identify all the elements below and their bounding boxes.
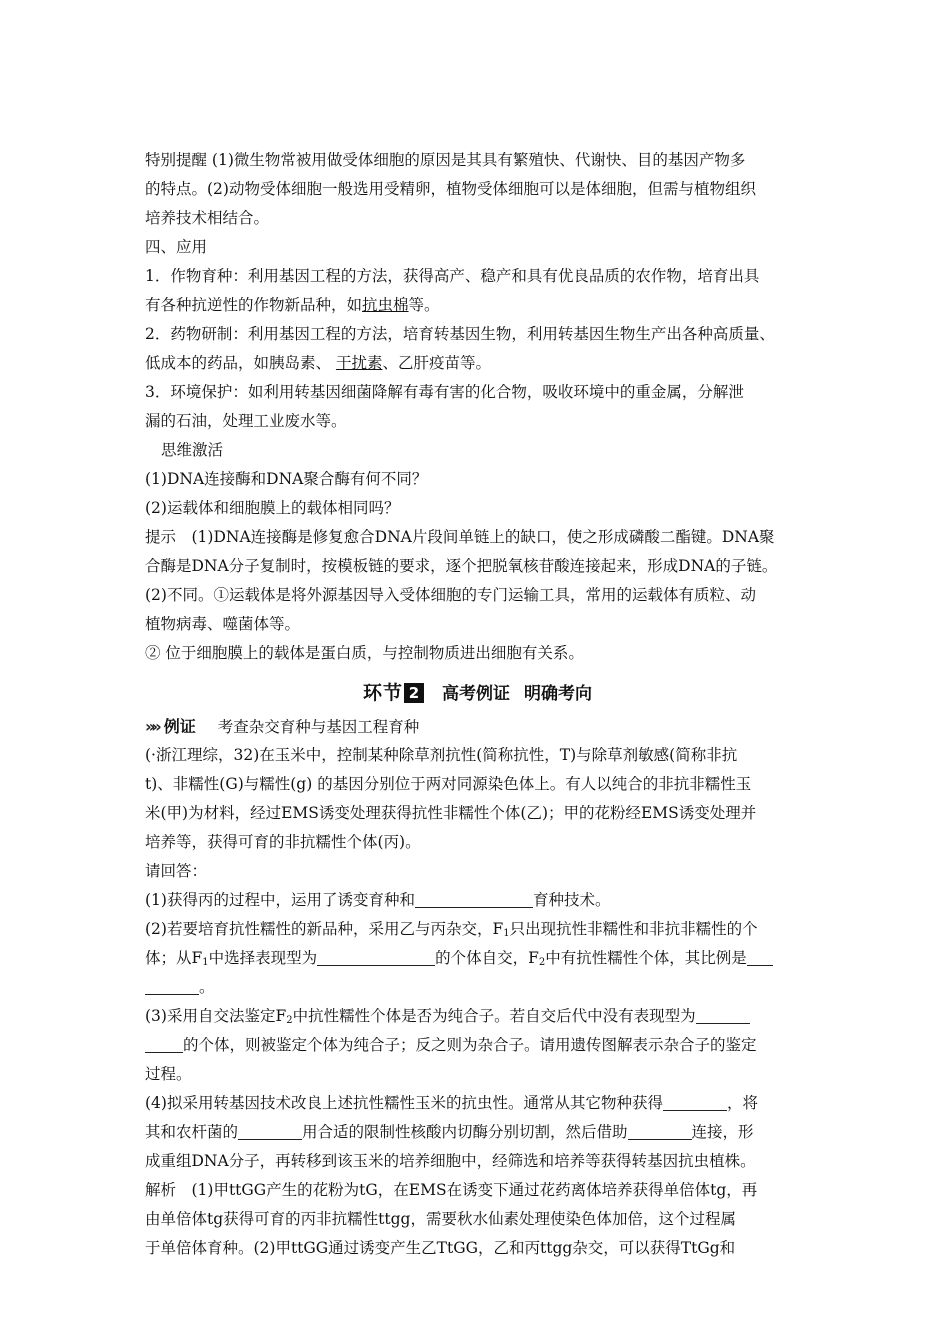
example-tag: 例证 bbox=[163, 717, 196, 736]
section-heading-applications: 四、应用 bbox=[145, 238, 208, 256]
question-4 bbox=[145, 1089, 810, 1118]
subscript: 2 bbox=[286, 1015, 293, 1026]
text-span: 的个体自交，F bbox=[435, 949, 539, 967]
text-span: 中选择表现型为 bbox=[208, 949, 318, 967]
underlined-term: 抗虫棉 bbox=[362, 296, 409, 314]
special-note-line: 的特点。(2)动物受体细胞一般选用受精卵，植物受体细胞可以是体细胞，但需与植物组织 bbox=[145, 180, 756, 198]
text-span: 中抗性糯性个体是否为纯合子。若自交后代中没有表现型为 bbox=[292, 1007, 696, 1025]
example-topic: 考查杂交育种与基因工程育种 bbox=[217, 718, 420, 736]
answer-blank[interactable] bbox=[145, 1034, 183, 1053]
analysis-line: 由单倍体tg获得可育的丙非抗糯性ttgg，需要秋水仙素处理使染色体加倍，这个过程属 bbox=[145, 1210, 736, 1228]
think-answer: ② 位于细胞膜上的载体是蛋白质，与控制物质进出细胞有关系。 bbox=[145, 644, 584, 662]
question-2-cont bbox=[145, 944, 810, 973]
text-span: 。 bbox=[199, 978, 215, 996]
application-item-environment: 3．环境保护：如利用转基因细菌降解有毒有害的化合物，吸收环境中的重金属，分解泄 bbox=[145, 383, 744, 401]
think-question: (1)DNA连接酶和DNA聚合酶有何不同？ bbox=[145, 470, 428, 488]
underlined-term: 干扰素 bbox=[335, 354, 383, 372]
text-span: (3)采用自交法鉴定F bbox=[145, 1007, 287, 1025]
subscript: 1 bbox=[503, 928, 510, 939]
question-2-cont bbox=[145, 973, 810, 1002]
text-span: (2)若要培育抗性糯性的新品种，采用乙与丙杂交，F bbox=[145, 920, 504, 938]
application-item-drug: 2．药物研制：利用基因工程的方法，培育转基因生物，利用转基因生物生产出各种高质量、 bbox=[145, 325, 775, 343]
text-span: 连接，形 bbox=[691, 1123, 754, 1141]
text-span: ，将 bbox=[726, 1094, 758, 1112]
example-stem: t)、非糯性(G)与糯性(g) 的基因分别位于两对同源染色体上。有人以纯合的非抗非糯性玉 bbox=[145, 775, 752, 793]
think-question: (2)运载体和细胞膜上的载体相同吗？ bbox=[145, 499, 400, 517]
answer-blank[interactable] bbox=[415, 889, 533, 908]
answer-blank[interactable] bbox=[747, 947, 773, 966]
answer-blank[interactable] bbox=[663, 1092, 727, 1111]
question-3 bbox=[145, 1002, 810, 1031]
answer-blank[interactable] bbox=[238, 1121, 302, 1140]
text-span: 、乙肝疫苗等。 bbox=[382, 354, 491, 372]
answer-blank[interactable] bbox=[317, 947, 435, 966]
text-span: (4)拟采用转基因技术改良上述抗性糯性玉米的抗虫性。通常从其它物种获得 bbox=[145, 1094, 663, 1112]
application-item-crop-cont bbox=[145, 291, 810, 320]
example-stem: 米(甲)为材料，经过EMS诱变处理获得抗性非糯性个体(乙)；甲的花粉经EMS诱变处理并 bbox=[145, 804, 757, 822]
question-4-cont bbox=[145, 1118, 810, 1147]
text-span: 只出现抗性非糯性和非抗非糯性的个 bbox=[509, 920, 758, 938]
text-span: 体；从F bbox=[145, 949, 203, 967]
section-title-word: 环节 bbox=[362, 682, 403, 704]
section-title bbox=[145, 678, 810, 709]
answer-blank[interactable] bbox=[145, 976, 199, 995]
question-3-cont bbox=[145, 1031, 810, 1060]
text-span: 低成本的药品，如胰岛素、 bbox=[145, 354, 336, 372]
subscript: 2 bbox=[538, 957, 546, 968]
text-span: 中有抗性糯性个体，其比例是 bbox=[545, 949, 747, 967]
analysis-line: 于单倍体育种。(2)甲ttGG通过诱变产生乙TtGG，乙和丙ttgg杂交，可以获得TtGg和 bbox=[145, 1239, 736, 1257]
section-title-a: 高考例证 bbox=[442, 684, 510, 704]
text-span: 有各种抗逆性的作物新品种，如 bbox=[145, 296, 363, 314]
application-item-environment-cont: 漏的石油，处理工业废水等。 bbox=[145, 412, 347, 430]
section-title-b: 明确考向 bbox=[524, 684, 592, 704]
text-span: 等。 bbox=[408, 296, 440, 314]
subscript: 1 bbox=[202, 957, 209, 968]
example-stem: (·浙江理综，32)在玉米中，控制某种除草剂抗性(简称抗性，T)与除草剂敏感(简称非抗 bbox=[145, 746, 738, 764]
analysis-line: 解析 (1)甲ttGG产生的花粉为tG，在EMS在诱变下通过花药离体培养获得单倍体tg，再 bbox=[145, 1181, 758, 1199]
think-answer: 提示 (1)DNA连接酶是修复愈合DNA片段间单链上的缺口，使之形成磷酸二酯键。DNA聚 bbox=[145, 528, 775, 546]
page-content bbox=[145, 146, 810, 1263]
text-span: 的个体，则被鉴定个体为纯合子；反之则为杂合子。请用遗传图解表示杂合子的鉴定 bbox=[183, 1036, 757, 1054]
example-header bbox=[145, 713, 810, 741]
question-3-cont: 过程。 bbox=[145, 1065, 192, 1083]
double-chevron-icon: » bbox=[151, 717, 158, 736]
text-span: 其和农杆菌的 bbox=[145, 1123, 239, 1141]
section-number-badge: 2 bbox=[404, 683, 424, 703]
application-item-crop: 1．作物育种：利用基因工程的方法，获得高产、稳产和具有优良品质的农作物，培育出具 bbox=[145, 267, 760, 285]
think-answer: 植物病毒、噬菌体等。 bbox=[145, 615, 301, 633]
text-span: 用合适的限制性核酸内切酶分别切割，然后借助 bbox=[302, 1123, 628, 1141]
think-heading: 思维激活 bbox=[161, 441, 224, 459]
think-answer: 合酶是DNA分子复制时，按模板链的要求，逐个把脱氧核苷酸连接起来，形成DNA的子链。 bbox=[145, 557, 778, 575]
text-span: (1)获得丙的过程中，运用了诱变育种和 bbox=[145, 891, 415, 909]
question-2 bbox=[145, 915, 810, 944]
question-4-cont: 成重组DNA分子，再转移到该玉米的培养细胞中，经筛选和培养等获得转基因抗虫植株。 bbox=[145, 1152, 756, 1170]
special-note-line: 特别提醒 (1)微生物常被用做受体细胞的原因是其具有繁殖快、代谢快、目的基因产物多 bbox=[145, 151, 746, 169]
example-stem: 培养等，获得可育的非抗糯性个体(丙)。 bbox=[145, 833, 421, 851]
special-note-line: 培养技术相结合。 bbox=[145, 209, 270, 227]
example-ask: 请回答： bbox=[145, 862, 208, 880]
text-span: 育种技术。 bbox=[532, 891, 611, 909]
application-item-drug-cont bbox=[145, 349, 810, 378]
answer-blank[interactable] bbox=[628, 1121, 692, 1140]
answer-blank[interactable] bbox=[696, 1005, 750, 1024]
think-answer: (2)不同。①运载体是将外源基因导入受体细胞的专门运输工具，常用的运载体有质粒、动 bbox=[145, 586, 756, 604]
question-1 bbox=[145, 886, 810, 915]
double-chevron-icon: » bbox=[145, 717, 152, 736]
